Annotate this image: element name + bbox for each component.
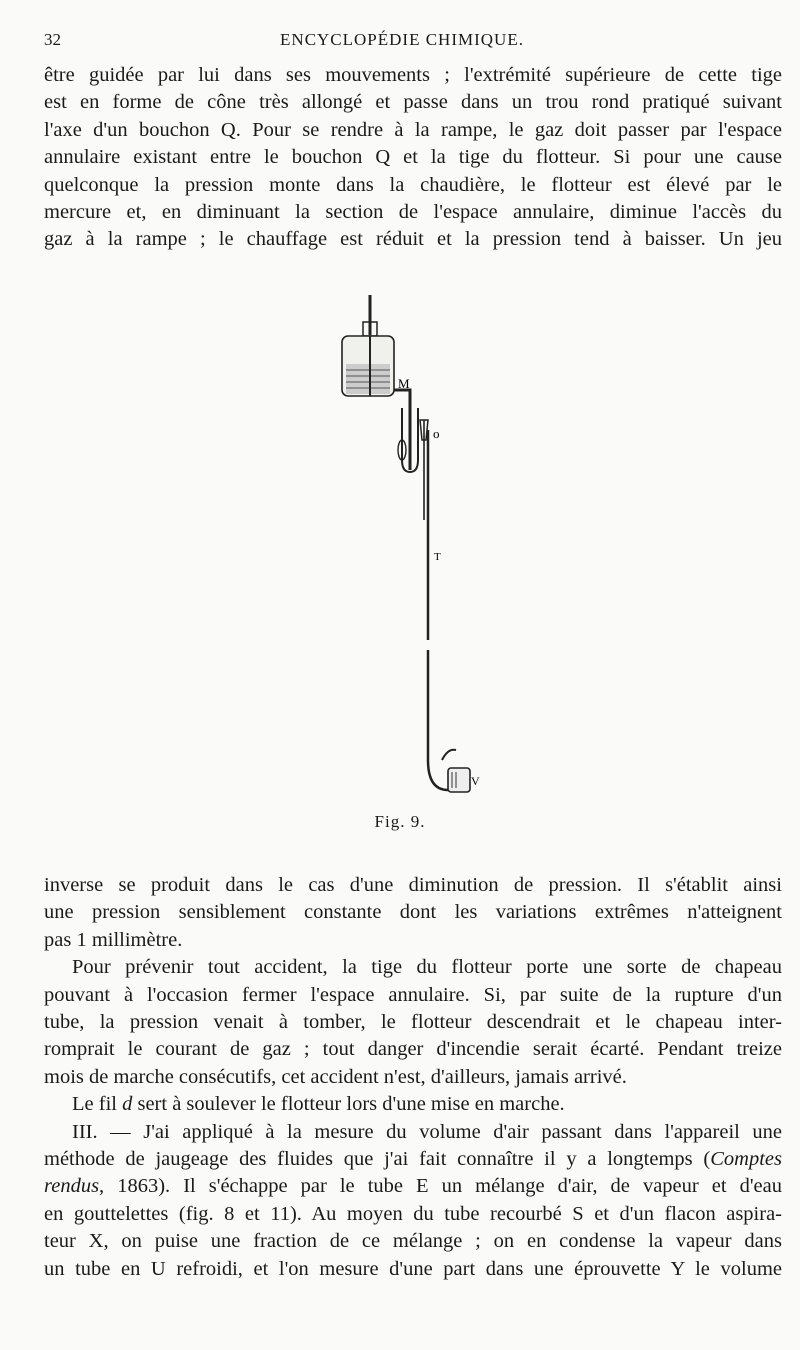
text-line: mercure et, en diminuant la section de l'espace annulaire, diminue l'accès du <box>44 201 782 224</box>
running-title: ENCYCLOPÉDIE CHIMIQUE. <box>280 30 524 49</box>
text-line <box>44 1146 782 1173</box>
text-line: pas 1 millimètre. <box>44 928 183 951</box>
text-line <box>44 1173 782 1200</box>
text-line: pouvant à l'occasion fermer l'espace annulaire. Si, par suite de la rupture d'un <box>44 983 782 1006</box>
text-line: une pression sensiblement constante dont les variations extrêmes n'atteignent <box>44 901 782 924</box>
text-line: mois de marche consécutifs, cet accident n'est, d'ailleurs, jamais arrivé. <box>44 1065 627 1088</box>
citation-comptes: Comptes <box>710 1148 782 1171</box>
text-line: est en forme de cône très allongé et passe dans un trou rond pratiqué suivant <box>44 91 782 114</box>
text-line: Pour prévenir tout accident, la tige du flotteur porte une sorte de chapeau <box>72 956 782 979</box>
paragraph-bottom <box>44 872 782 1283</box>
label-t: T <box>434 551 441 563</box>
label-m: M <box>398 376 410 391</box>
text-line: romprait le courant de gaz ; tout danger d'incendie serait écarté. Pendant treize <box>44 1038 782 1061</box>
text-line: quelconque la pression monte dans la chaudière, le flotteur est élevé par le <box>44 173 782 196</box>
text-line: inverse se produit dans le cas d'une diminution de pression. Il s'établit ainsi <box>44 874 782 896</box>
running-header <box>44 30 760 56</box>
text-line: un tube en U refroidi, et l'on mesure d'une part dans une éprouvette Y le volume <box>44 1257 782 1280</box>
paragraph-top <box>44 62 782 254</box>
text-run: , 1863). Il s'échappe par le tube E un mélange d'air, de vapeur et d'eau <box>99 1175 782 1198</box>
apparatus-figure <box>330 290 480 800</box>
text-line: teur X, on puise une fraction de ce mélange ; on en condense la vapeur dans <box>44 1230 782 1253</box>
text-run: méthode de jaugeage des fluides que j'ai fait connaître il y a longtemps ( <box>44 1148 711 1171</box>
text-run: Le fil <box>72 1093 117 1116</box>
text-line: être guidée par lui dans ses mouvements ; l'extrémité supérieure de cette tige <box>44 64 782 86</box>
citation-rendus: rendus <box>44 1175 100 1198</box>
text-line: l'axe d'un bouchon Q. Pour se rendre à la rampe, le gaz doit passer par l'espace <box>44 118 782 141</box>
text-line: annulaire existant entre le bouchon Q et la tige du flotteur. Si pour une cause <box>44 146 782 169</box>
figure-caption: Fig. 9. <box>374 812 426 831</box>
text-run: sert à soulever le flotteur lors d'une mise en marche. <box>137 1093 565 1116</box>
letter-d: d <box>122 1093 133 1116</box>
text-line <box>44 1091 782 1118</box>
text-line: gaz à la rampe ; le chauffage est réduit et la pression tend à baisser. Un jeu <box>44 228 782 251</box>
text-line: en gouttelettes (fig. 8 et 11). Au moyen du tube recourbé S et d'un flacon aspira- <box>44 1202 782 1225</box>
label-v: V <box>471 774 480 788</box>
text-line: III. — J'ai appliqué à la mesure du volume d'air passant dans l'appareil une <box>72 1120 782 1143</box>
text-line: tube, la pression venait à tomber, le flotteur descendrait et le chapeau inter- <box>44 1011 782 1034</box>
page-number: 32 <box>44 30 61 49</box>
label-o: o <box>433 426 440 441</box>
